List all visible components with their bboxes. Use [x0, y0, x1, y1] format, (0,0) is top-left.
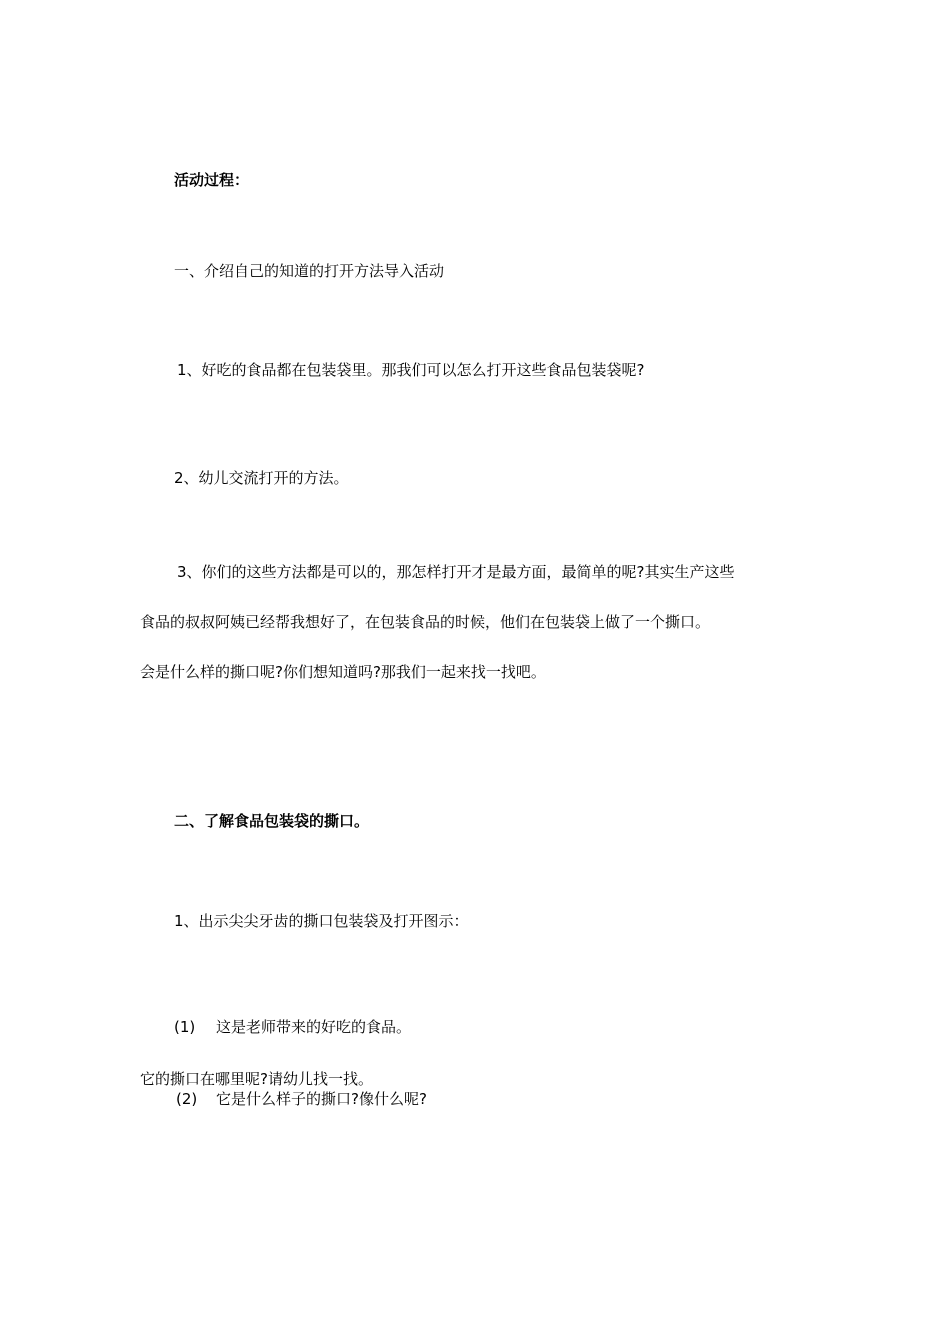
- section1-item2: 2、幼儿交流打开的方法。: [174, 469, 349, 487]
- section1-item3-line1: 3、你们的这些方法都是可以的，那怎样打开才是最方面，最简单的呢?其实生产这些: [177, 563, 735, 581]
- section2-sub1: [174, 1017, 411, 1037]
- sub1-number: (1): [174, 1018, 196, 1036]
- sub2-number: (2): [176, 1090, 198, 1108]
- section2-sub1-continued: 它的撕口在哪里呢?请幼儿找一找。: [140, 1070, 373, 1088]
- section1-title: 一、介绍自己的知道的打开方法导入活动: [174, 262, 445, 280]
- section2-item1: 1、出示尖尖牙齿的撕口包装袋及打开图示：: [174, 912, 469, 930]
- section1-item1: 1、好吃的食品都在包装袋里。那我们可以怎么打开这些食品包装袋呢?: [177, 361, 645, 379]
- section2-title: 二、了解食品包装袋的撕口。: [174, 812, 370, 830]
- section1-item3-line2: 食品的叔叔阿姨已经帮我想好了，在包装食品的时候，他们在包装袋上做了一个撕口。: [140, 613, 711, 631]
- sub2-text: 它是什么样子的撕口?像什么呢?: [216, 1090, 427, 1108]
- heading: 活动过程：: [174, 171, 250, 189]
- section1-item3-line3: 会是什么样的撕口呢?你们想知道吗?那我们一起来找一找吧。: [140, 663, 546, 681]
- sub1-text: 这是老师带来的好吃的食品。: [216, 1018, 412, 1036]
- section2-sub2: [176, 1089, 427, 1109]
